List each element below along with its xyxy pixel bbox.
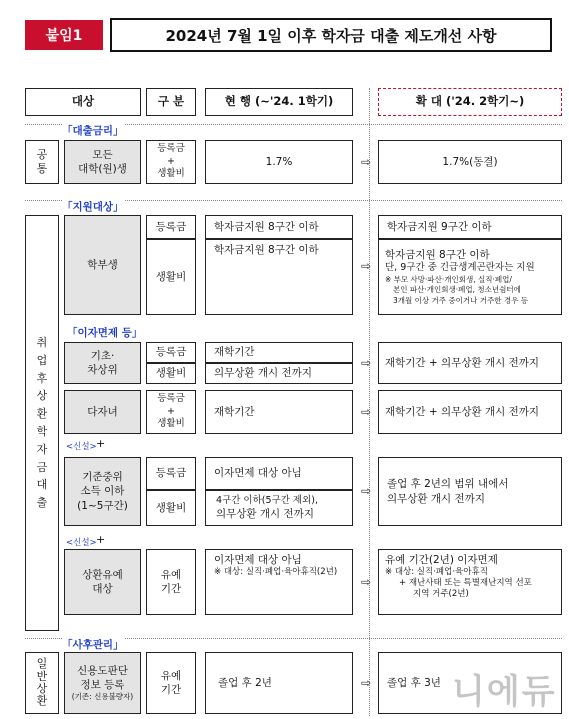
credit-target: 신용도판단 정보 등록 [77, 664, 128, 691]
parent-current-living: 학자금지원 8구간 이하 [214, 244, 319, 256]
credit-category: 유예 기간 [146, 652, 196, 714]
deferment-current-cell [205, 549, 353, 615]
deferment-category: 유예 기간 [146, 549, 196, 615]
section-label-support: 「지원대상」 [62, 201, 124, 213]
plus-icon: + [96, 437, 106, 450]
new-tag: <신설> [66, 442, 97, 452]
multichild-expanded: 재학기간 + 의무상환 개시 전까지 [378, 390, 562, 434]
credit-target-sub: (기존: 신용불량자) [71, 692, 134, 702]
parent-expanded-note-1: ※ 부모 사망·파산·개인회생, 실직·폐업/ [385, 275, 512, 285]
credit-target-cell [64, 652, 141, 714]
mid-income-current-living-2: 의무상환 개시 전까지 [216, 508, 314, 521]
basic-cat-living: 생활비 [146, 363, 196, 384]
parent-expanded-living: 학자금지원 8구간 이하 [385, 249, 490, 262]
page-title: 2024년 7월 1일 이후 학자금 대출 제도개선 사항 [110, 18, 552, 52]
title-badge: 붙임1 [25, 20, 103, 50]
section-label-aftercare: 「사후관리」 [62, 639, 124, 651]
parent-target: 학부생 [64, 215, 141, 315]
parent-expanded-tuition: 학자금지원 9구간 이하 [378, 215, 562, 239]
deferment-expanded-1: 유예 기간(2년) 이자면제 [385, 554, 498, 566]
deferment-expanded-note-2: + 재난사태 또는 특별재난지역 선포 [399, 578, 532, 589]
deferment-expanded-note-1: ※ 대상: 실직·폐업·육아휴직 [385, 567, 488, 578]
header-current: 현 행 (~'24. 1학기) [205, 88, 353, 116]
interest-category: 등록금 + 생활비 [146, 140, 196, 184]
mid-income-target: 기준중위 소득 이하 (1~5구간) [64, 457, 141, 526]
group-common: 공 통 [25, 140, 59, 184]
watermark-logo: 니에듀 [452, 672, 557, 712]
arrow-icon: ⇨ [360, 155, 372, 169]
parent-cat-tuition: 등록금 [146, 215, 196, 239]
arrow-icon: ⇨ [360, 484, 372, 498]
multichild-current: 재학기간 [205, 390, 353, 434]
interest-expanded: 1.7%(동결) [378, 140, 562, 184]
parent-current-tuition: 학자금지원 8구간 이하 [205, 215, 353, 239]
multichild-target: 다자녀 [64, 390, 141, 434]
mid-income-expanded-cell [378, 457, 562, 526]
mid-income-current-living-1: 4구간 이하(5구간 제외), [216, 494, 318, 506]
arrow-icon: ⇨ [360, 259, 372, 273]
mid-income-current-tuition: 이자면제 대상 아님 [205, 457, 353, 490]
header-expanded: 확 대 ('24. 2학기~) [378, 88, 562, 116]
deferment-current-note: ※ 대상: 실직·폐업·육아휴직(2년) [214, 567, 338, 578]
basic-cat-tuition: 등록금 [146, 342, 196, 363]
mid-income-expanded-1: 졸업 후 2년의 범위 내에서 [387, 478, 509, 491]
deferment-current-1: 이자면제 대상 아님 [214, 554, 302, 566]
parent-cat-living: 생활비 [146, 239, 196, 315]
mid-income-current-living-cell [205, 490, 353, 526]
group-general: 일 반 상 환 [25, 652, 59, 714]
parent-expanded-living-2: 단, 9구간 중 긴급생계곤란자는 지원 [385, 262, 535, 274]
parent-expanded-living-cell [378, 239, 562, 315]
arrow-icon: ⇨ [360, 575, 372, 589]
mid-income-expanded-2: 의무상환 개시 전까지 [387, 492, 485, 505]
plus-icon: + [96, 533, 106, 546]
deferment-target: 상환유예 대상 [64, 549, 141, 615]
interest-target: 모든 대학(원)생 [64, 140, 141, 184]
basic-current-living: 의무상환 개시 전까지 [205, 363, 353, 384]
basic-target: 기초· 차상위 [64, 342, 141, 384]
new-tag: <신설> [66, 538, 97, 548]
interest-current: 1.7% [205, 140, 353, 184]
arrow-icon: ⇨ [360, 676, 372, 690]
header-target: 대상 [25, 88, 141, 116]
parent-expanded-note-3: 3개월 이상 거주 중이거나 거주한 경우 등 [393, 295, 528, 305]
arrow-icon: ⇨ [360, 356, 372, 370]
header-category: 구 분 [146, 88, 196, 116]
deferment-expanded-cell [378, 549, 562, 615]
credit-expanded: 졸업 후 3년 [378, 652, 562, 714]
credit-current: 졸업 후 2년 [205, 652, 353, 714]
section-label-interest: 「대출금리」 [62, 125, 124, 137]
deferment-expanded-note-3: 지역 거주(2년) [413, 589, 469, 600]
mid-income-cat-tuition: 등록금 [146, 457, 196, 490]
parent-expanded-note-2: 본인 파산·개인회생·폐업, 청소년쉼터에 [393, 285, 521, 295]
multichild-category: 등록금 + 생활비 [146, 390, 196, 434]
basic-expanded: 재학기간 + 의무상환 개시 전까지 [378, 342, 562, 384]
group-icl: 취 업 후 상 환 학 자 금 대 출 [25, 215, 59, 631]
arrow-icon: ⇨ [360, 405, 372, 419]
mid-income-cat-living: 생활비 [146, 490, 196, 526]
basic-current-tuition: 재학기간 [205, 342, 353, 363]
section-label-exempt: 「이자면제 등」 [67, 327, 143, 339]
parent-current-living-cell [205, 239, 353, 315]
